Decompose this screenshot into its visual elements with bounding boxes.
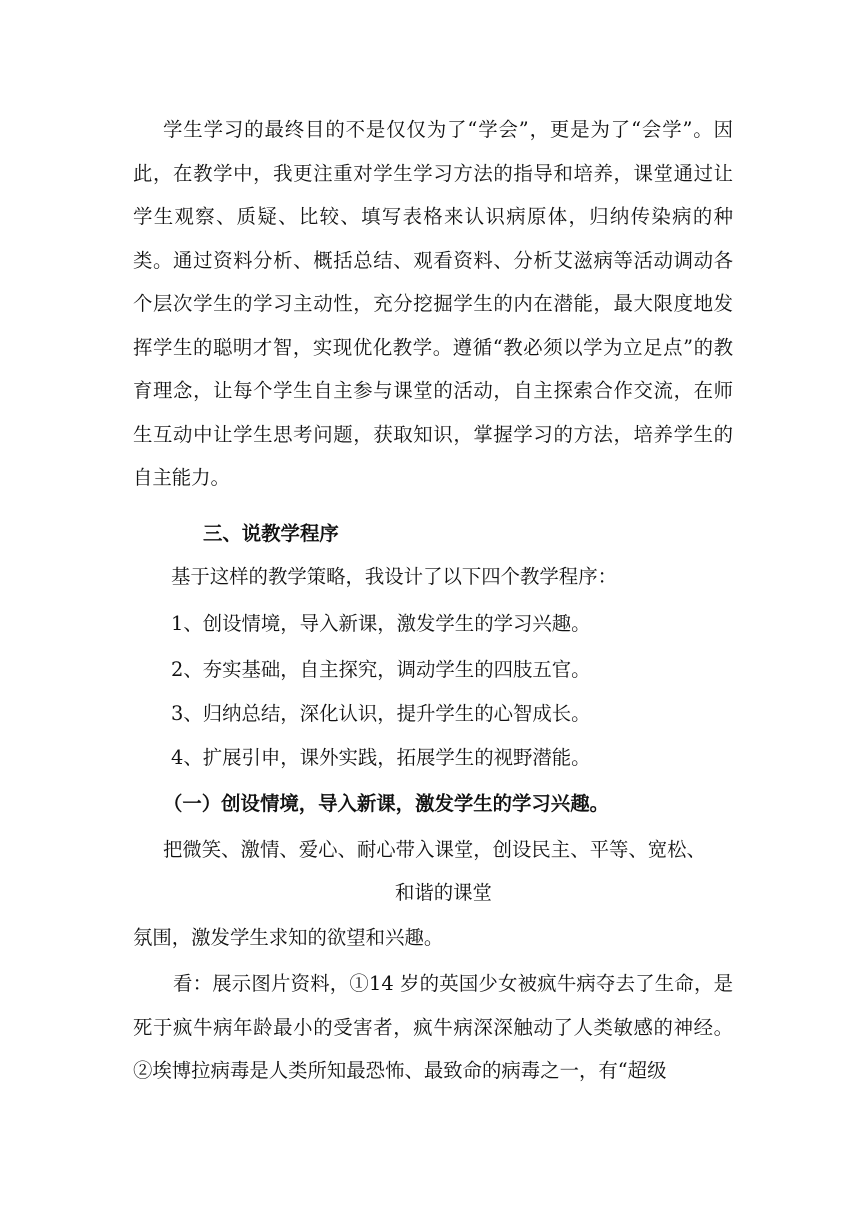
procedure-intro-line: 基于这样的教学策略，我设计了以下四个教学程序： [171, 565, 617, 588]
procedure-step-2: 2、夯实基础，自主探究，调动学生的四肢五官。 [171, 658, 591, 681]
paragraph-learning-methods: 学生学习的最终目的不是仅仅为了“学会”，更是为了“会学”。因此，在教学中，我更注重对学生学习方法的指导和培养，课堂通过让学生观察、质疑、比较、填写表格来认识病原体，归纳传染病的种类。通过资料分析、概括总结、观看资料、分析艾滋病等活动调动各个层次学生的学习主动性，充分挖掘学生的内在潜能，最大限度地发挥学生的聪明才智，实现优化教学。遵循“教必须以学为立足点”的教育理念，让每个学生自主参与课堂的活动，自主探索合作交流，在师生互动中让学生思考问题，获取知识，掌握学习的方法，培养学生的自主能力。 [133, 118, 733, 489]
paragraph-classroom-line-1: 把微笑、激情、爱心、耐心带入课堂，创设民主、平等、宽松、 [163, 838, 706, 861]
section-heading-teaching-procedure: 三、说教学程序 [203, 522, 339, 545]
paragraph-picture-materials: 看：展示图片资料，①14 岁的英国少女被疯牛病夺去了生命，是死于疯牛病年龄最小的受害者，疯牛病深深触动了人类敏感的神经。②埃博拉病毒是人类所知最恐怖、最致命的病毒之一，有“超级 [133, 972, 733, 1082]
paragraph-classroom-line-3: 氛围，激发学生求知的欲望和兴趣。 [133, 926, 444, 949]
procedure-step-3: 3、归纳总结，深化认识，提升学生的心智成长。 [171, 702, 591, 725]
subsection-heading-create-situation: （一）创设情境，导入新课，激发学生的学习兴趣。 [163, 792, 609, 815]
procedure-step-1: 1、创设情境，导入新课，激发学生的学习兴趣。 [171, 612, 591, 635]
paragraph-classroom-line-2: 和谐的课堂 [395, 881, 492, 904]
procedure-step-4: 4、扩展引申，课外实践，拓展学生的视野潜能。 [171, 746, 591, 769]
